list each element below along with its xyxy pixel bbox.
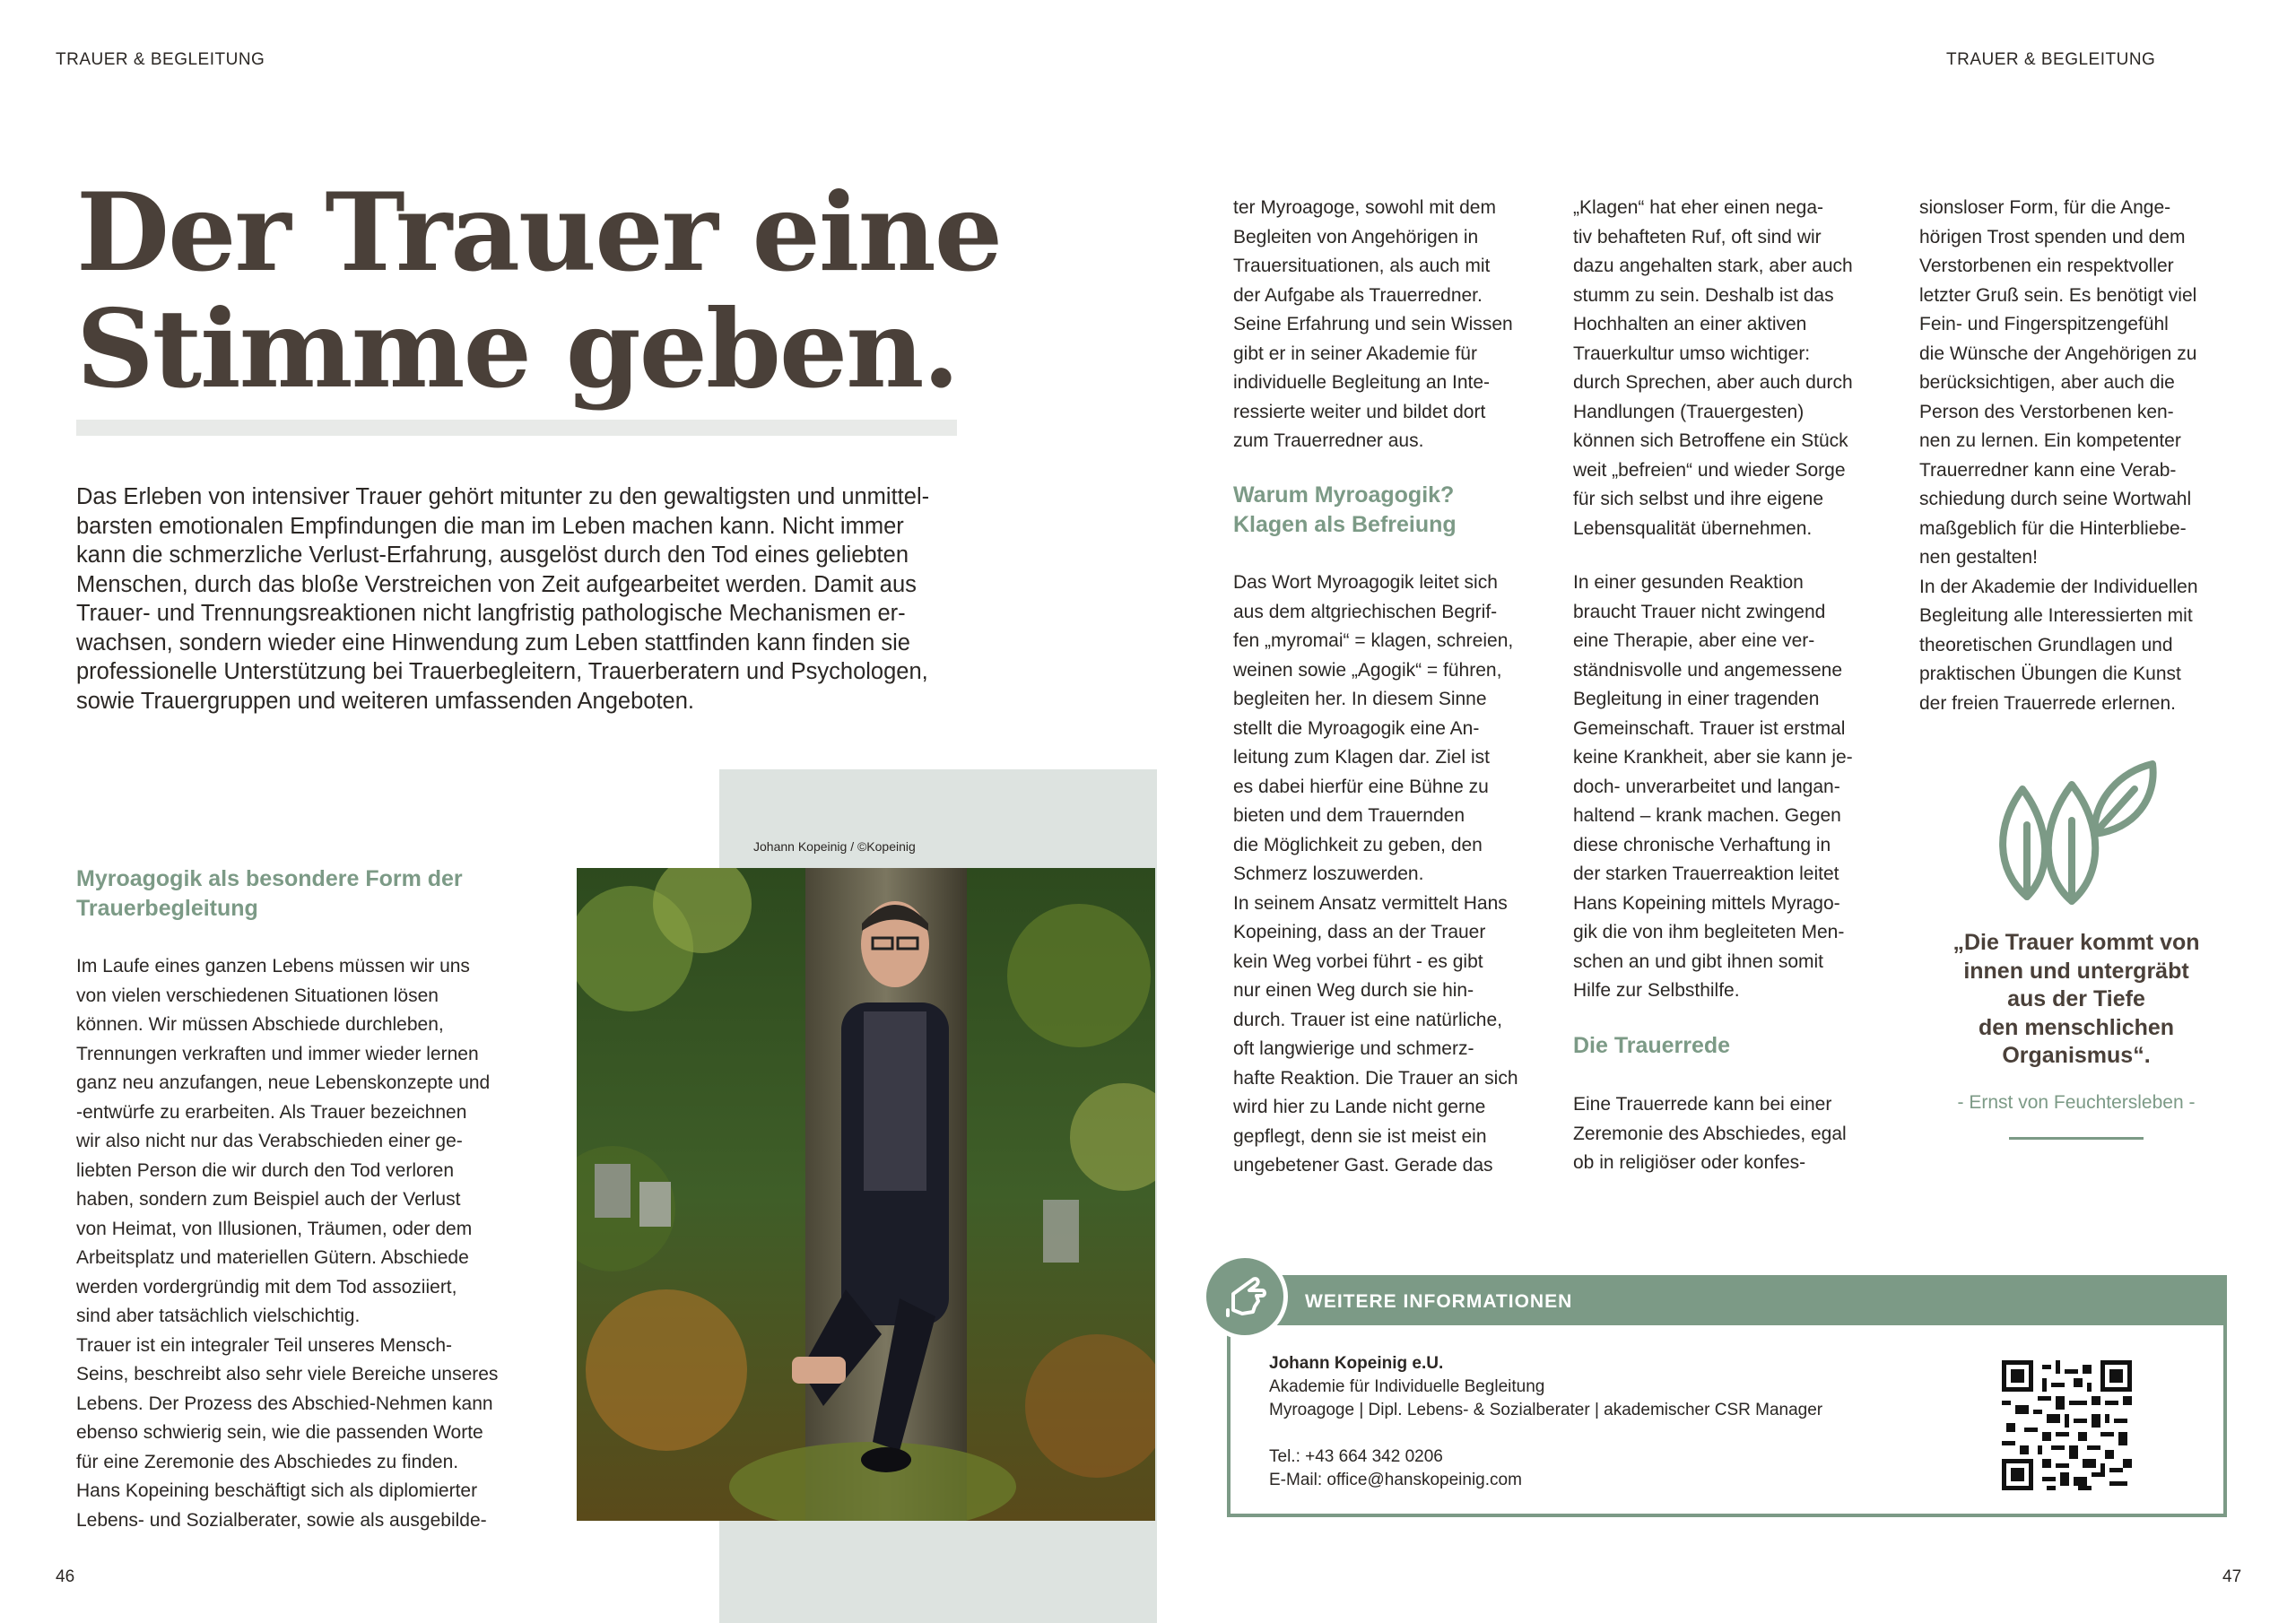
body-line: kein Weg vorbei führt - es gibt — [1233, 950, 1483, 972]
body-line: tiv behafteten Ruf, oft sind wir — [1573, 226, 1822, 247]
body-line: Trauerredner kann eine Verab- — [1919, 459, 2177, 481]
body-line: keine Krankheit, aber sie kann je- — [1573, 747, 1853, 768]
contact-name: Johann Kopeinig e.U. — [1269, 1354, 1444, 1373]
contact-titles: Myroagoge | Dipl. Lebens- & Sozialberater | akademischer CSR Manager — [1269, 1401, 1823, 1419]
body-line: In einer gesunden Reaktion — [1573, 572, 1804, 593]
body-line: praktischen Übungen die Kunst — [1919, 664, 2181, 684]
body-line: hafte Reaktion. Die Trauer an sich — [1233, 1067, 1518, 1089]
body-line: schen an und gibt ihnen somit — [1573, 950, 1824, 972]
pull-quote — [1924, 929, 2229, 1071]
body-line: fen „myromai“ = klagen, schreien, — [1233, 630, 1514, 651]
body-line: dazu angehalten stark, aber auch — [1573, 256, 1853, 276]
body-line: Gemeinschaft. Trauer ist erstmal — [1573, 717, 1846, 739]
section1-body — [76, 952, 543, 1535]
col3-body-c — [1573, 1090, 1905, 1178]
page-number-left: 46 — [56, 1567, 75, 1586]
body-line: begleiten her. In diesem Sinne — [1233, 689, 1487, 709]
body-line: ungebetener Gast. Gerade das — [1233, 1155, 1493, 1176]
body-line: nur einen Weg durch sie hin- — [1233, 980, 1474, 1001]
body-line: theoretischen Grundlagen und — [1919, 634, 2173, 655]
section1-heading-line: Trauerbegleitung — [76, 896, 258, 921]
contact-email: E-Mail: office@hanskopeinig.com — [1269, 1471, 1522, 1489]
body-line: Begleiten von Angehörigen in — [1233, 226, 1479, 247]
body-line: berücksichtigen, aber auch die — [1919, 372, 2175, 393]
body-line: Arbeitsplatz und materiellen Gütern. Abschiede — [76, 1247, 469, 1268]
body-line: die Wünsche der Angehörigen zu — [1919, 343, 2197, 364]
body-line: Seins, beschreibt also sehr viele Bereiche unseres — [76, 1364, 499, 1384]
intro-line: Trauer- und Trennungsreaktionen nicht langfristig pathologische Mechanismen er- — [76, 601, 906, 626]
body-line: der freien Trauerrede erlernen. — [1919, 692, 2176, 714]
intro-paragraph — [76, 482, 1018, 716]
body-line: Im Laufe eines ganzen Lebens müssen wir uns — [76, 956, 470, 976]
body-line: Person des Verstorbenen ken- — [1919, 401, 2174, 422]
body-line: Kopeining, dass an der Trauer — [1233, 922, 1486, 942]
col3-body-b — [1573, 568, 1905, 1006]
body-line: es dabei hierfür eine Bühne zu — [1233, 776, 1489, 797]
portrait-photo-illustration — [577, 868, 1155, 1521]
body-line: Eine Trauerrede kann bei einer — [1573, 1094, 1832, 1115]
portrait-photo — [577, 868, 1155, 1521]
body-line: eine Therapie, aber eine ver- — [1573, 630, 1815, 651]
body-line: Trauerkultur umso wichtiger: — [1573, 343, 1811, 364]
body-line: ganz neu anzufangen, neue Lebenskonzepte und — [76, 1072, 491, 1093]
body-line: gik die von ihm begleiteten Men- — [1573, 922, 1845, 942]
body-line: stellt die Myroagogik eine An- — [1233, 717, 1480, 739]
body-line: Schmerz loszuwerden. — [1233, 864, 1424, 884]
body-line: stumm zu sein. Deshalb ist das — [1573, 284, 1834, 306]
body-line: von vielen verschiedenen Situationen lösen — [76, 985, 439, 1006]
body-line: Hans Kopeining beschäftigt sich als diplomierter — [76, 1480, 478, 1501]
body-line: die Möglichkeit zu geben, den — [1233, 834, 1483, 855]
intro-line: barsten emotionalen Empfindungen die man im Leben machen kann. Nicht immer — [76, 513, 904, 539]
body-line: sind aber tatsächlich vielschichtig. — [76, 1306, 361, 1326]
body-line: Begleitung in einer tragenden — [1573, 689, 1820, 709]
col3-body-a — [1573, 194, 1905, 543]
body-line: Fein- und Fingerspitzengefühl — [1919, 314, 2169, 334]
article-title — [76, 169, 1002, 412]
body-line: nen zu lernen. Ein kompetenter — [1919, 430, 2181, 451]
body-line: gepflegt, denn sie ist meist ein — [1233, 1125, 1487, 1147]
body-line: schiedung durch seine Wortwahl — [1919, 489, 2192, 509]
qr-code[interactable] — [2002, 1360, 2132, 1490]
quote-line: den menschlichen — [1978, 1014, 2175, 1040]
body-line: „Klagen“ hat eher einen nega- — [1573, 197, 1824, 218]
intro-line: Menschen, durch das bloße Verstreichen von Zeit aufgearbeitet werden. Damit aus — [76, 571, 917, 597]
quote-line: „Die Trauer kommt von — [1952, 930, 2200, 955]
col2-body-a — [1233, 194, 1556, 456]
body-line: nen gestalten! — [1919, 547, 2038, 568]
info-box-title: WEITERE INFORMATIONEN — [1305, 1291, 1573, 1312]
title-line-2: Stimme geben. — [76, 286, 959, 412]
body-line: wir also nicht nur das Verabschieden einer ge- — [76, 1131, 463, 1151]
body-line: ter Myroagoge, sowohl mit dem — [1233, 197, 1496, 218]
quote-divider — [2009, 1137, 2144, 1140]
col2-heading-line: Warum Myroagogik? — [1233, 482, 1455, 508]
body-line: Zeremonie des Abschiedes, egal — [1573, 1123, 1847, 1144]
body-line: wird hier zu Lande nicht gerne — [1233, 1097, 1486, 1117]
intro-line: professionelle Unterstützung bei Trauerbegleitern, Trauerberatern und Psychologen, — [76, 659, 928, 684]
body-line: Trauer ist ein integraler Teil unseres Mensch- — [76, 1334, 453, 1356]
col4-body — [1919, 194, 2260, 718]
body-line: werden vordergründig mit dem Tod assoziiert, — [76, 1276, 457, 1298]
contact-phone: Tel.: +43 664 342 0206 — [1269, 1447, 1443, 1466]
body-line: braucht Trauer nicht zwingend — [1573, 601, 1826, 622]
body-line: letzter Gruß sein. Es benötigt viel — [1919, 284, 2197, 306]
body-line: Lebensqualität übernehmen. — [1573, 517, 1813, 539]
body-line: maßgeblich für die Hinterbliebe- — [1919, 517, 2187, 539]
body-line: ob in religiöser oder konfes- — [1573, 1152, 1806, 1173]
body-line: Trauersituationen, als auch mit — [1233, 256, 1491, 276]
leaves-icon — [1987, 753, 2166, 906]
body-line: durch Sprechen, aber auch durch — [1573, 372, 1853, 393]
intro-line: kann die schmerzliche Verlust-Erfahrung, ausgelöst durch den Tod eines geliebten — [76, 542, 909, 568]
body-line: gibt er in seiner Akademie für — [1233, 343, 1477, 364]
body-line: Hans Kopeining mittels Myrago- — [1573, 892, 1840, 914]
intro-line: wachsen, sondern wieder eine Hinwendung zum Leben stattfinden kann finden sie — [76, 629, 910, 655]
body-line: Seine Erfahrung und sein Wissen — [1233, 314, 1513, 334]
section1-heading — [76, 864, 463, 924]
running-header-right: TRAUER & BEGLEITUNG — [1946, 50, 2156, 69]
col3-heading: Die Trauerrede — [1573, 1033, 1731, 1058]
body-line: hörigen Trost spenden und dem — [1919, 226, 2186, 247]
photo-credit: Johann Kopeinig / ©Kopeinig — [753, 839, 916, 854]
body-line: In seinem Ansatz vermittelt Hans — [1233, 892, 1508, 914]
quote-line: Organismus“. — [2002, 1043, 2151, 1068]
body-line: können. Wir müssen Abschiede durchleben, — [76, 1014, 444, 1035]
body-line: Hochhalten an einer aktiven — [1573, 314, 1807, 334]
body-line: bieten und dem Trauernden — [1233, 805, 1465, 826]
quote-line: innen und untergräbt — [1963, 958, 2189, 984]
body-line: doch- unverarbeitet und langan- — [1573, 776, 1840, 797]
body-line: Lebens. Der Prozess des Abschied-Nehmen kann — [76, 1393, 493, 1414]
body-line: oft langwierige und schmerz- — [1233, 1038, 1474, 1059]
body-line: zum Trauerredner aus. — [1233, 430, 1424, 451]
body-line: sionsloser Form, für die Ange- — [1919, 197, 2171, 218]
pointing-hand-icon — [1202, 1254, 1288, 1340]
body-line: der Aufgabe als Trauerredner. — [1233, 284, 1483, 306]
body-line: für eine Zeremonie des Abschiedes zu finden. — [76, 1451, 459, 1472]
running-header-left: TRAUER & BEGLEITUNG — [56, 50, 265, 69]
intro-line: Das Erleben von intensiver Trauer gehört mitunter zu den gewaltigsten und unmittel- — [76, 484, 930, 509]
body-line: haltend – krank machen. Gegen — [1573, 805, 1841, 826]
body-line: ressierte weiter und bildet dort — [1233, 401, 1486, 422]
body-line: Verstorbenen ein respektvoller — [1919, 256, 2174, 276]
body-line: liebten Person die wir durch den Tod verloren — [76, 1159, 455, 1181]
section1-heading-line: Myroagogik als besondere Form der — [76, 866, 463, 891]
contact-details — [1269, 1352, 1822, 1492]
body-line: Lebens- und Sozialberater, sowie als ausgebilde- — [76, 1509, 487, 1531]
intro-line: sowie Trauergruppen und weiteren umfassenden Angeboten. — [76, 688, 694, 714]
body-line: aus dem altgriechischen Begrif- — [1233, 601, 1498, 622]
body-line: ständnisvolle und angemessene — [1573, 659, 1843, 681]
page-number-right: 47 — [2222, 1567, 2242, 1586]
body-line: von Heimat, von Illusionen, Träumen, oder dem — [76, 1218, 473, 1239]
body-line: haben, sondern zum Beispiel auch der Verlust — [76, 1189, 461, 1210]
body-line: können sich Betroffene ein Stück — [1573, 430, 1848, 451]
col2-heading-line: Klagen als Befreiung — [1233, 512, 1457, 537]
body-line: Hilfe zur Selbsthilfe. — [1573, 980, 1740, 1001]
col2-heading — [1233, 481, 1457, 540]
body-line: weit „befreien“ und wieder Sorge — [1573, 459, 1846, 481]
body-line: Trennungen verkraften und immer wieder lernen — [76, 1043, 479, 1064]
body-line: ebenso schwierig sein, wie die passenden Worte — [76, 1422, 483, 1443]
body-line: leitung zum Klagen dar. Ziel ist — [1233, 747, 1490, 768]
body-line: In der Akademie der Individuellen — [1919, 576, 2198, 597]
body-line: der starken Trauerreaktion leitet — [1573, 864, 1839, 884]
quote-line: aus der Tiefe — [2007, 986, 2145, 1011]
title-underline-bar — [76, 420, 957, 436]
body-line: diese chronische Verhaftung in — [1573, 834, 1831, 855]
body-line: Begleitung alle Interessierten mit — [1919, 605, 2193, 626]
body-line: Das Wort Myroagogik leitet sich — [1233, 572, 1498, 593]
contact-org: Akademie für Individuelle Begleitung — [1269, 1377, 1545, 1396]
title-line-1: Der Trauer eine — [76, 169, 1002, 296]
contact-spacer — [1269, 1422, 1822, 1445]
body-line: weinen sowie „Agogik“ = führen, — [1233, 659, 1502, 681]
body-line: Handlungen (Trauergesten) — [1573, 401, 1805, 422]
quote-author: - Ernst von Feuchtersleben - — [1957, 1092, 2196, 1113]
body-line: -entwürfe zu erarbeiten. Als Trauer bezeichnen — [76, 1101, 467, 1123]
col2-body-b — [1233, 568, 1556, 1181]
body-line: individuelle Begleitung an Inte- — [1233, 372, 1491, 393]
body-line: für sich selbst und ihre eigene — [1573, 489, 1823, 509]
body-line: durch. Trauer ist eine natürliche, — [1233, 1009, 1502, 1030]
